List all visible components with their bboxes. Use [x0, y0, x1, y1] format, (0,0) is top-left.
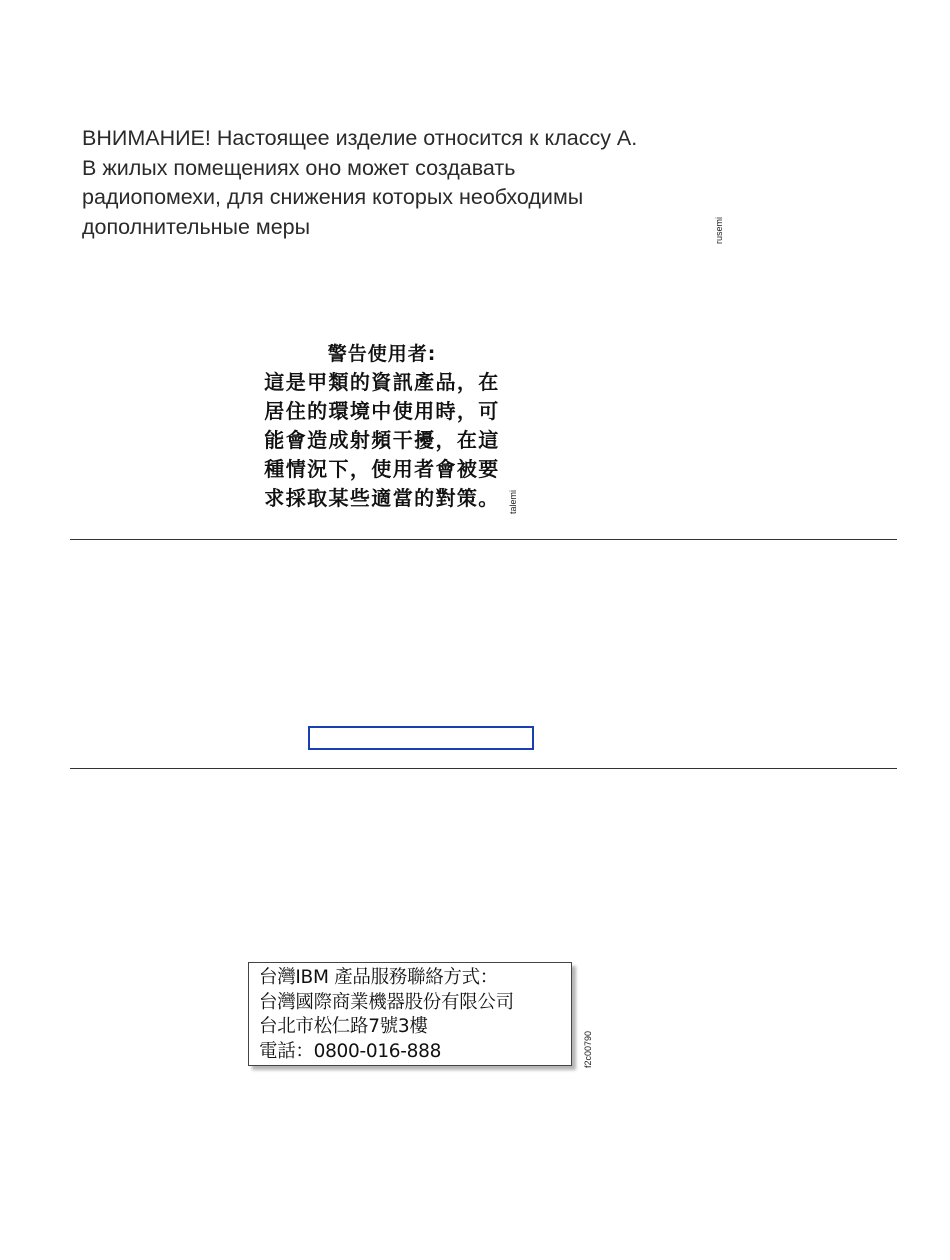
- contact-line-2: 台灣國際商業機器股份有限公司: [259, 991, 514, 1013]
- outlined-blank-box: [308, 726, 534, 750]
- contact-line-1: 台灣IBM 產品服務聯絡方式：: [259, 967, 498, 988]
- russian-notice-line-1: ВНИМАНИЕ! Настоящее изделие относится к классу А.: [82, 126, 638, 150]
- russian-notice-line-4: дополнительные меры: [82, 214, 311, 239]
- contact-line-3: 台北市松仁路7號3樓: [259, 1016, 428, 1037]
- russian-notice-line-2: В жилых помещениях оно может создавать: [82, 155, 516, 180]
- russian-notice-line-3: радиопомехи, для снижения которых необходимы: [82, 185, 584, 209]
- taiwan-notice-line-4: 種情況下，使用者會被要: [264, 457, 500, 481]
- taiwan-notice-line-2: 居住的環境中使用時，可: [264, 399, 500, 423]
- contact-figure-code: f2c00790: [583, 1030, 593, 1068]
- russian-class-a-notice: [82, 124, 742, 242]
- taiwan-class-a-notice: [252, 340, 512, 513]
- section-divider-bottom: [70, 768, 897, 769]
- section-divider-top: [70, 539, 897, 540]
- taiwan-notice-line-3: 能會造成射頻干擾，在這: [264, 428, 500, 452]
- taiwan-notice-line-5: 求採取某些適當的對策。: [264, 486, 500, 510]
- taiwan-contact-box: [248, 962, 572, 1066]
- taiwan-notice-line-1: 這是甲類的資訊產品，在: [264, 370, 500, 394]
- taiwan-notice-code: talemi: [508, 489, 518, 514]
- contact-line-4: 電話：0800-016-888: [259, 1040, 442, 1062]
- russian-notice-code: rusemi: [714, 216, 724, 244]
- taiwan-notice-title: 警告使用者:: [327, 343, 437, 365]
